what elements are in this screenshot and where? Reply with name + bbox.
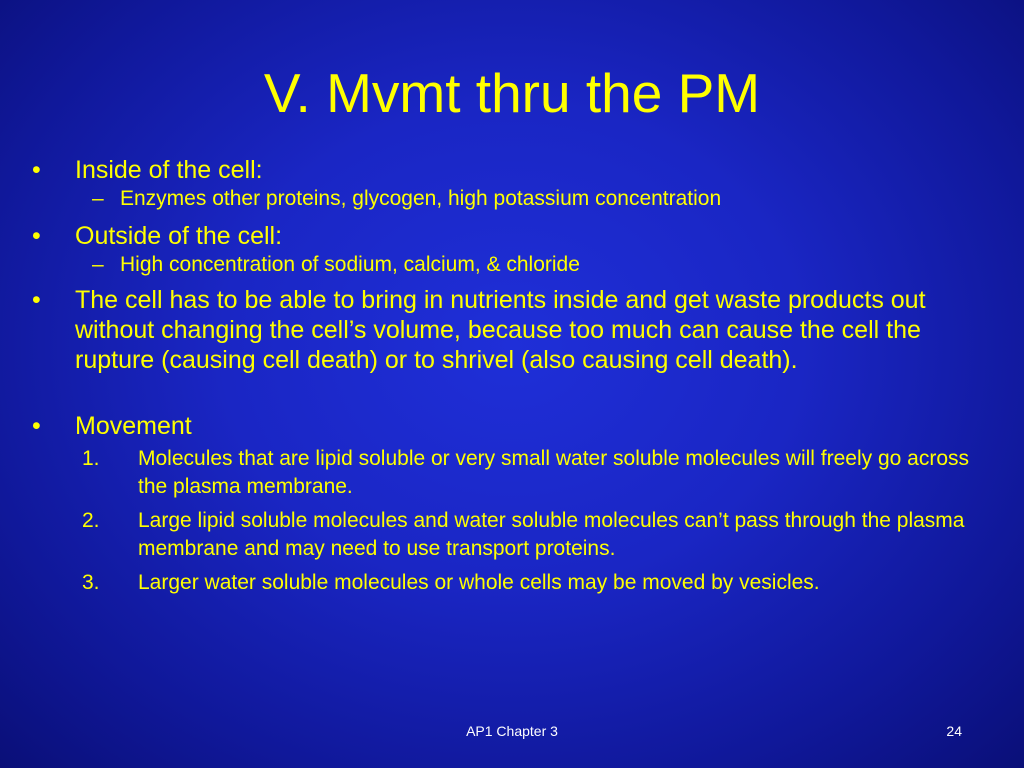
sub-bullet-text: High concentration of sodium, calcium, & chloride (120, 253, 580, 276)
bullet-marker: • (32, 156, 41, 184)
slide-content (0, 155, 1024, 597)
numbered-item (0, 445, 993, 501)
numbered-text: Larger water soluble molecules or whole cells may be moved by vesicles. (138, 571, 820, 594)
numbered-text: Large lipid soluble molecules and water soluble molecules can’t pass through the plasma membrane and may need to use transport proteins. (138, 509, 965, 560)
footer-chapter: AP1 Chapter 3 (466, 723, 558, 739)
bullet-item (0, 155, 975, 185)
bullet-item (0, 221, 975, 251)
sub-bullet-item (0, 185, 1024, 213)
number-marker: 2. (82, 509, 100, 532)
slide-title: V. Mvmt thru the PM (263, 62, 761, 124)
dash-marker: – (92, 187, 104, 210)
bullet-text: Movement (75, 412, 192, 440)
slide-number: 24 (946, 723, 962, 739)
numbered-item (0, 569, 993, 597)
bullet-marker: • (32, 286, 41, 314)
numbered-item (0, 507, 993, 563)
spacer (0, 375, 1024, 411)
number-marker: 3. (82, 571, 100, 594)
bullet-marker: • (32, 222, 41, 250)
bullet-text: The cell has to be able to bring in nutrients inside and get waste products out without changing the cell’s volume, because too much can cause the cell the rupture (causing cell death) or to shrivel (also causing cell death). (75, 286, 926, 374)
dash-marker: – (92, 253, 104, 276)
bullet-text: Outside of the cell: (75, 222, 283, 250)
numbered-text: Molecules that are lipid soluble or very small water soluble molecules will freely go across the plasma membrane. (138, 447, 970, 498)
bullet-text: Inside of the cell: (75, 156, 263, 184)
sub-bullet-item (0, 251, 1024, 279)
number-marker: 1. (82, 447, 100, 470)
bullet-item (0, 285, 975, 375)
sub-bullet-text: Enzymes other proteins, glycogen, high potassium concentration (120, 187, 722, 210)
bullet-item (0, 411, 975, 441)
bullet-marker: • (32, 412, 41, 440)
